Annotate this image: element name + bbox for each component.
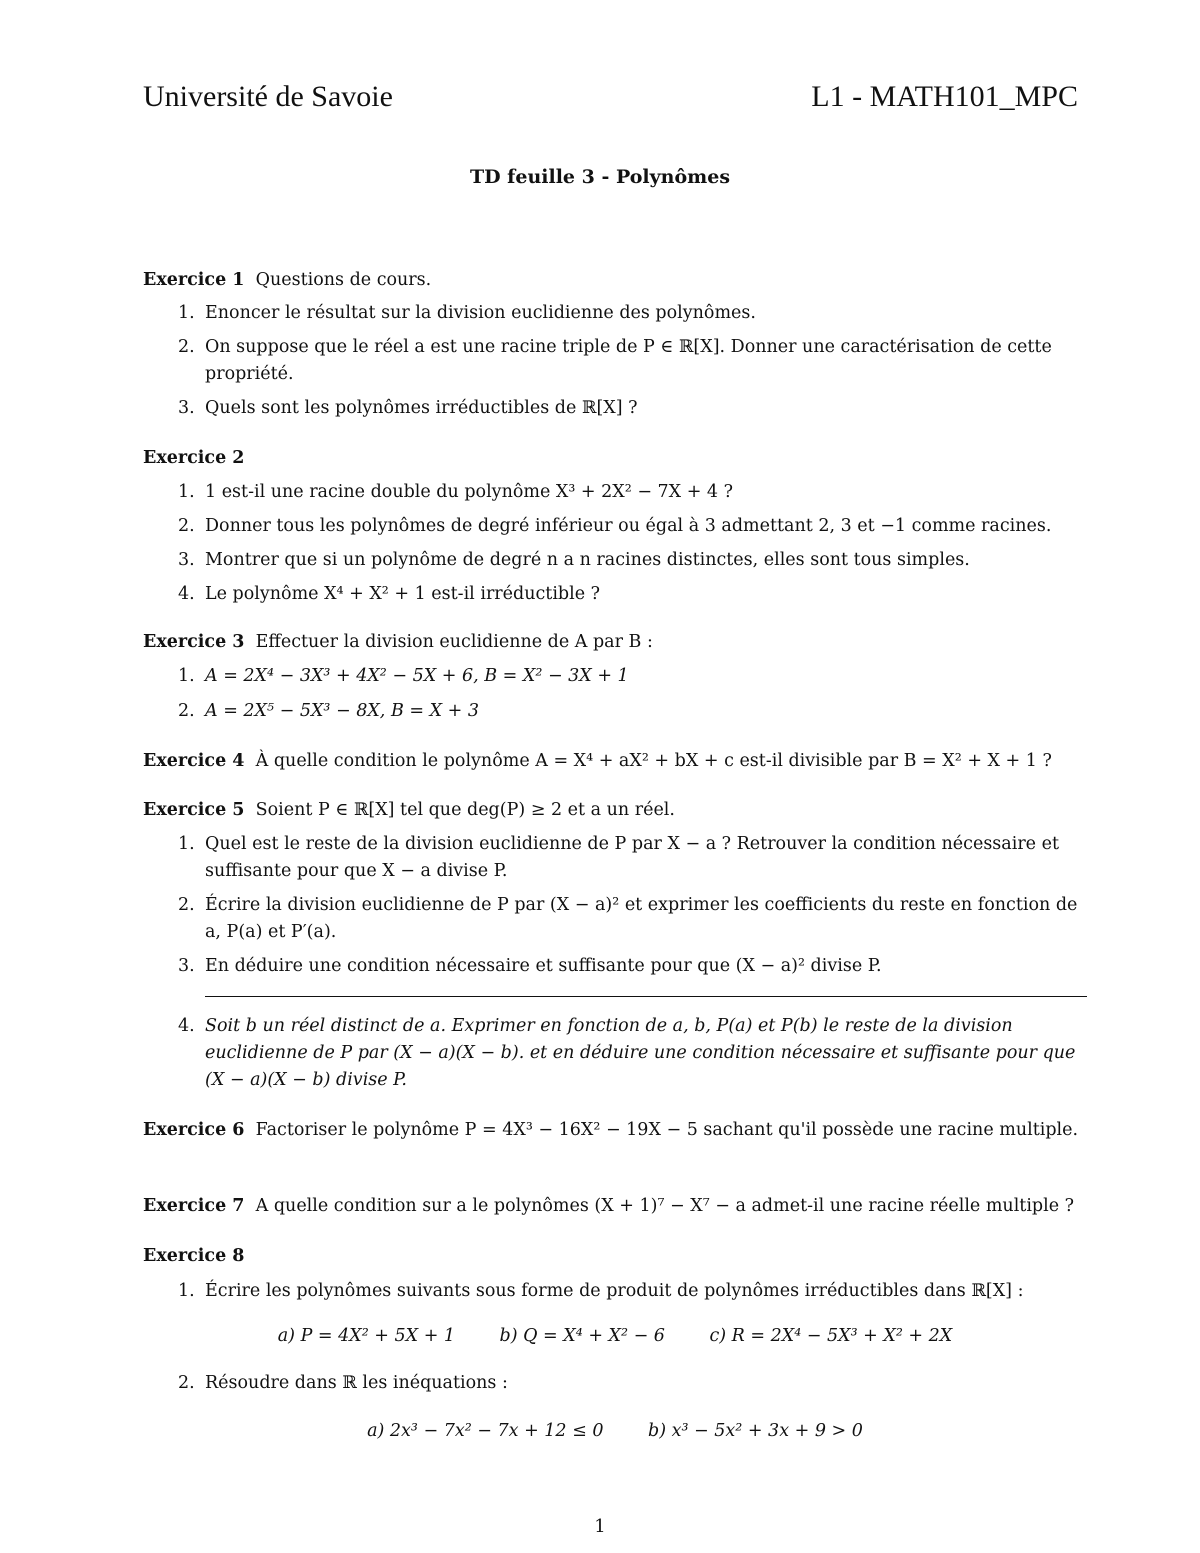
equation-line: a) P = 4X² + 5X + 1 b) Q = X⁴ + X² − 6 c) R = 2X⁴ − 5X³ + X² + 2X [277,1326,953,1346]
list-item: Soit b un réel distinct de a. Exprimer en fonction de a, b, P(a) et P(b) le reste de la division euclidienne de P par (X − a)(X − b). et en déduire une condition nécessaire et suffisante pour que (X − a)(X − b) divise P. [205,1016,1076,1090]
list-item: Résoudre dans ℝ les inéquations : [205,1373,508,1393]
exercise-text: Effectuer la division euclidienne de A par B : [255,632,653,652]
list-item: 1 est-il une racine double du polynôme X³ + 2X² − 7X + 4 ? [205,482,734,502]
list-item: En déduire une condition nécessaire et suffisante pour que (X − a)² divise P. [205,956,882,976]
exercise-7 [143,1193,1087,1220]
exercise-6 [143,1117,1087,1144]
list-item: Écrire la division euclidienne de P par (X − a)² et exprimer les coefficients du reste en fonction de a, P(a) et P′(a). [205,895,1078,942]
exercise-5-optional: 4. Soit b un réel distinct de a. Exprimer en fonction de a, b, P(a) et P(b) le reste de la division euclidienne de P par (X − a)(X − b). et en déduire une condition nécessaire et suffisante pour que (X − a)(X − b) divise P. [178,1016,1076,1090]
separator-rule [205,996,1087,997]
exercise-label: Exercice 6 [143,1120,245,1140]
list-item: Montrer que si un polynôme de degré n a n racines distinctes, elles sont tous simples. [205,550,970,570]
list-item: A = 2X⁴ − 3X³ + 4X² − 5X + 6, B = X² − 3X + 1 [205,666,629,686]
page-number: 1 [594,1516,606,1537]
exercise-5: Exercice 5 Soient P ∈ ℝ[X] tel que deg(P) ≥ 2 et a un réel. 1. Quel est le reste de la division euclidienne de P par X − a ? Retrouver la condition nécessaire et suffisante pour que X − a divise P. 2. Écrire la division euclidienne de P par (X − a)² et exprimer les coefficients du reste en fonction de a, P(a) et P′(a). 3. En déduire une condition nécessaire et suffisante pour que (X − a)² divise P. [143,800,1078,976]
university-name: Université de Savoie [143,80,393,113]
page-title: TD feuille 3 - Polynômes [469,166,731,188]
list-item: A = 2X⁵ − 5X³ − 8X, B = X + 3 [205,701,479,721]
exercise-text: Questions de cours. [255,270,432,290]
list-item: Donner tous les polynômes de degré inférieur ou égal à 3 admettant 2, 3 et −1 comme racines. [205,516,1052,536]
list-item: Le polynôme X⁴ + X² + 1 est-il irréductible ? [205,584,601,604]
exercise-label: Exercice 1 [143,270,245,290]
exercise-label: Exercice 8 [143,1246,245,1266]
exercise-4 [143,748,1087,775]
list-item: Quel est le reste de la division euclidienne de P par X − a ? Retrouver la condition nécessaire et suffisante pour que X − a divise P. [205,834,1059,881]
exercise-8: Exercice 8 1. Écrire les polynômes suivants sous forme de produit de polynômes irréductibles dans ℝ[X] : a) P = 4X² + 5X + 1 b) Q = X⁴ + X² − 6 c) R = 2X⁴ − 5X³ + X² + 2X 2. Résoudre dans ℝ les inéquations : a) 2x³ − 7x² − 7x + 12 ≤ 0 b) x³ − 5x² + 3x + 9 > 0 [143,1243,1087,1445]
exercise-text: Factoriser le polynôme P = 4X³ − 16X² − 19X − 5 sachant qu'il possède une racine multiple. [255,1120,1079,1140]
list-item: Écrire les polynômes suivants sous forme de produit de polynômes irréductibles dans ℝ[X] : [205,1281,1024,1301]
exercise-text: Soient P ∈ ℝ[X] tel que deg(P) ≥ 2 et a un réel. [255,800,675,820]
exercise-1: Exercice 1 Questions de cours. 1. Enoncer le résultat sur la division euclidienne des polynômes. 2. On suppose que le réel a est une racine triple de P ∈ ℝ[X]. Donner une caractérisation de cette propriété. 3. Quels sont les polynômes irréductibles de ℝ[X] ? [143,270,1052,418]
exercise-label: Exercice 2 [143,448,245,468]
exercise-text: À quelle condition le polynôme A = X⁴ + aX² + bX + c est-il divisible par B = X² + X + 1 ? [255,751,1052,771]
exercise-label: Exercice 5 [143,800,245,820]
list-item: Enoncer le résultat sur la division euclidienne des polynômes. [205,303,756,323]
list-item: Quels sont les polynômes irréductibles de ℝ[X] ? [205,398,638,418]
exercise-2: Exercice 2 1. 1 est-il une racine double du polynôme X³ + 2X² − 7X + 4 ? 2. Donner tous les polynômes de degré inférieur ou égal à 3 admettant 2, 3 et −1 comme racines. 3. Montrer que si un polynôme de degré n a n racines distinctes, elles sont tous simples. 4. Le polynôme X⁴ + X² + 1 est-il irréductible ? [143,448,1052,604]
exercise-label: Exercice 3 [143,632,245,652]
course-code: L1 - MATH101_MPC [811,80,1078,113]
exercise-label: Exercice 7 [143,1196,245,1216]
exercise-label: Exercice 4 [143,751,245,771]
exercise-text: A quelle condition sur a le polynômes (X + 1)⁷ − X⁷ − a admet-il une racine réelle multiple ? [255,1196,1075,1216]
list-item: On suppose que le réel a est une racine triple de P ∈ ℝ[X]. Donner une caractérisation de cette propriété. [205,337,1052,384]
exercise-3: Exercice 3 Effectuer la division euclidienne de A par B : 1. A = 2X⁴ − 3X³ + 4X² − 5X + 6, B = X² − 3X + 1 2. A = 2X⁵ − 5X³ − 8X, B = X + 3 [143,632,653,721]
equation-line: a) 2x³ − 7x² − 7x + 12 ≤ 0 b) x³ − 5x² + 3x + 9 > 0 [367,1421,863,1441]
